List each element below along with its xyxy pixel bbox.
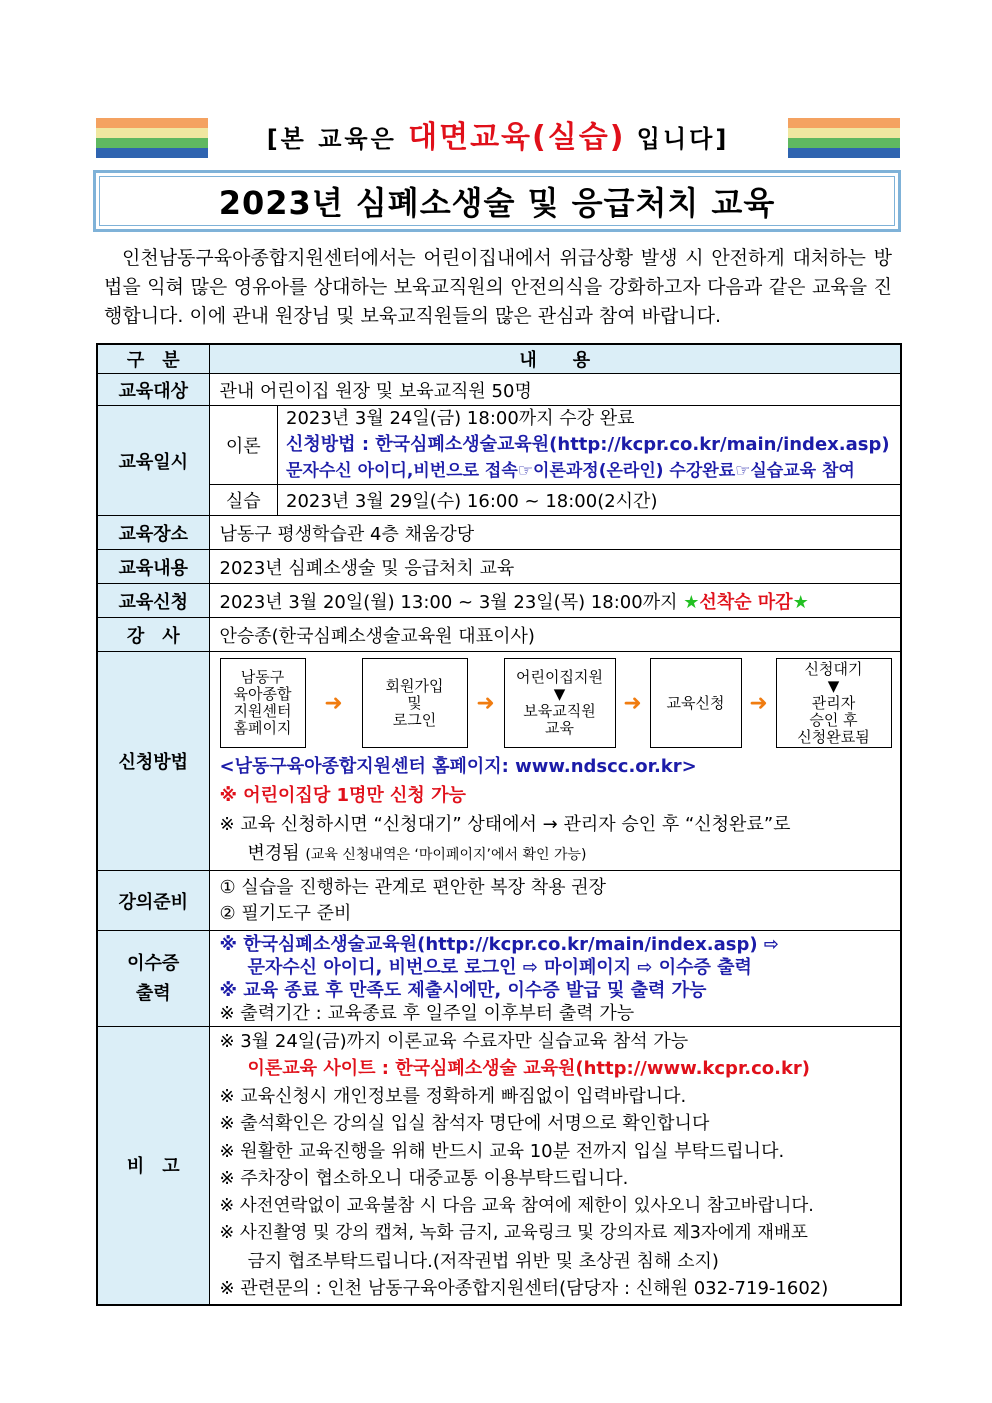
- certificate-period: ※ 출력기간 : 교육종료 후 일주일 이후부터 출력 가능: [219, 1002, 635, 1024]
- practice-label: 실습: [210, 485, 278, 515]
- header-col-category: 구 분: [97, 344, 209, 374]
- method-note-status-cont: [220, 839, 901, 870]
- certificate-step-1: ※ 한국심폐소생술교육원(http://kcpr.co.kr/main/index.asp) ⇨: [219, 933, 779, 955]
- theory-cell: [278, 406, 901, 485]
- flow-step-homepage: 남동구 육아종합 지원센터 홈페이지: [220, 658, 306, 748]
- schedule-label: 교육일시: [97, 406, 209, 516]
- flow-step-apply: 교육신청: [650, 658, 742, 748]
- flow-step-support-top: 어린이집지원: [516, 668, 603, 686]
- row-remarks: [97, 1027, 901, 1305]
- triangle-down-icon: ▼: [827, 676, 840, 695]
- arrow-right-icon: ➜: [749, 690, 768, 716]
- method-note-mypage: (교육 신청내역은 ‘마이페이지’에서 확인 가능): [305, 847, 587, 863]
- title-box: [93, 170, 901, 232]
- table-header-row: [97, 344, 901, 374]
- application-flow: [210, 652, 901, 752]
- method-site-link[interactable]: <남동구육아종합지원센터 홈페이지: www.ndscc.or.kr>: [219, 756, 697, 777]
- star-icon: ★: [683, 591, 700, 613]
- apply-label: 교육신청: [97, 584, 209, 618]
- prep-cell: [209, 871, 901, 931]
- header-highlight: 대면교육(실습): [408, 120, 626, 155]
- method-note-status: ※ 교육 신청하시면 “신청대기” 상태에서 → 관리자 승인 후 “신청완료”로: [219, 814, 791, 835]
- target-label: 교육대상: [97, 374, 209, 406]
- row-content: [97, 550, 901, 584]
- row-instructor: [97, 618, 901, 652]
- remark-item: ※ 3월 24일(금)까지 이론교육 수료자만 실습교육 참석 가능: [219, 1030, 689, 1052]
- star-icon: ★: [792, 591, 809, 613]
- target-value: 관내 어린이집 원장 및 보육교직원 50명: [209, 374, 901, 406]
- instructor-value: 안승종(한국심폐소생술교육원 대표이사): [209, 618, 901, 652]
- method-note-changed: 변경됨: [247, 843, 300, 864]
- place-value: 남동구 평생학습관 4층 채움강당: [209, 516, 901, 550]
- apply-deadline: 선착순 마감: [699, 591, 793, 613]
- header-banner: [96, 118, 900, 160]
- row-schedule: [97, 406, 901, 516]
- remarks-label: 비 고: [97, 1027, 209, 1305]
- triangle-down-icon: ▼: [553, 685, 566, 703]
- method-label: 신청방법: [97, 652, 209, 871]
- remark-item: ※ 사전연락없이 교육불참 시 다음 교육 참여에 제한이 있사오니 참고바랍니다.: [219, 1195, 814, 1216]
- row-certificate: [97, 931, 901, 1027]
- decorative-stripes-left: [96, 118, 208, 158]
- flow-step-signup: 회원가입 및 로그인: [362, 658, 468, 748]
- header-suffix: 입니다]: [636, 125, 730, 153]
- theory-apply-method: 신청방법 : 한국심폐소생술교육원(http://kcpr.co.kr/main/index.asp): [286, 434, 890, 456]
- header-col-content: 내 용: [209, 344, 901, 374]
- remarks-cell: [209, 1027, 901, 1305]
- flow-step-approval-top: 신청대기: [804, 659, 863, 678]
- page-title: 2023년 심폐소생술 및 응급처치 교육: [99, 176, 895, 226]
- certificate-label-1: 이수증: [127, 952, 180, 974]
- content-label: 교육내용: [97, 550, 209, 584]
- flow-step-approval-bottom: 관리자 승인 후 신청완료됨: [797, 693, 870, 746]
- flow-step-support-bottom: 보육교직원 교육: [523, 702, 596, 737]
- method-note-limit: ※ 어린이집당 1명만 신청 가능: [219, 785, 466, 806]
- header-text: [226, 118, 770, 158]
- certificate-label-2: 출력: [135, 982, 171, 1004]
- remark-item: ※ 교육신청시 개인정보를 정확하게 빠짐없이 입력바랍니다.: [219, 1085, 687, 1107]
- row-method: [97, 652, 901, 871]
- practice-value: 2023년 3월 29일(수) 16:00 ~ 18:00(2시간): [278, 485, 901, 515]
- header-prefix: [본 교육은: [266, 125, 397, 153]
- content-value: 2023년 심폐소생술 및 응급처치 교육: [209, 550, 901, 584]
- remark-item: ※ 원활한 교육진행을 위해 반드시 교육 10분 전까지 입실 부탁드립니다.: [219, 1140, 785, 1162]
- theory-steps: 문자수신 아이디,비번으로 접속☞이론과정(온라인) 수강완료☞실습교육 참여: [286, 461, 855, 482]
- schedule-subtable: [210, 406, 901, 515]
- theory-label: 이론: [210, 406, 278, 485]
- prep-label: 강의준비: [97, 871, 209, 931]
- prep-item-2: ② 필기도구 준비: [219, 902, 352, 924]
- certificate-condition: ※ 교육 종료 후 만족도 제출시에만, 이수증 발급 및 출력 가능: [219, 979, 707, 1001]
- intro-paragraph: 인천남동구육아종합지원센터에서는 어린이집내에서 위급상황 발생 시 안전하게 대처하는 방법을 익혀 많은 영유아를 상대하는 보육교직원의 안전의식을 강화하고자 다음과 같은 교육을 진행합니다. 이에 관내 원장님 및 보육교직원들의 많은 관심과 참여 바랍니다.: [104, 247, 892, 327]
- arrow-right-icon: ➜: [476, 690, 495, 716]
- arrow-right-icon: ➜: [324, 690, 343, 716]
- certificate-step-2: 문자수신 아이디, 비번으로 로그인 ⇨ 마이페이지 ⇨ 이수증 출력: [247, 956, 752, 978]
- prep-item-1: ① 실습을 진행하는 관계로 편안한 복장 착용 권장: [219, 876, 607, 898]
- flow-step-support: [504, 658, 616, 748]
- remark-item: ※ 관련문의 : 인천 남동구육아종합지원센터(담당자 : 신해원 032-719-1602): [219, 1278, 829, 1300]
- place-label: 교육장소: [97, 516, 209, 550]
- method-notes: [210, 752, 901, 870]
- remark-item: ※ 출석확인은 강의실 입실 참석자 명단에 서명으로 확인합니다: [219, 1113, 710, 1135]
- row-apply: [97, 584, 901, 618]
- certificate-cell: [209, 931, 901, 1027]
- row-target: [97, 374, 901, 406]
- apply-cell: [209, 584, 901, 618]
- apply-period: 2023년 3월 20일(월) 13:00 ~ 3월 23일(목) 18:00까지: [219, 591, 678, 613]
- certificate-label: [97, 931, 209, 1027]
- remark-item: ※ 주차장이 협소하오니 대중교통 이용부탁드립니다.: [219, 1168, 629, 1190]
- remark-item: ※ 사진촬영 및 강의 캡쳐, 녹화 금지, 교육링크 및 강의자료 제3자에게 재배포: [219, 1223, 808, 1244]
- decorative-stripes-right: [788, 118, 900, 158]
- row-place: [97, 516, 901, 550]
- remark-item: 금지 협조부탁드립니다.(저작권법 위반 및 초상권 침해 소지): [247, 1250, 719, 1272]
- instructor-label: 강 사: [97, 618, 209, 652]
- row-prep: [97, 871, 901, 931]
- flow-step-approval: [776, 658, 892, 748]
- theory-deadline: 2023년 3월 24일(금) 18:00까지 수강 완료: [286, 408, 635, 430]
- info-table: [96, 343, 902, 1306]
- remark-item-site[interactable]: 이론교육 사이트 : 한국심폐소생술 교육원(http://www.kcpr.co.kr): [247, 1058, 811, 1080]
- arrow-right-icon: ➜: [623, 690, 642, 716]
